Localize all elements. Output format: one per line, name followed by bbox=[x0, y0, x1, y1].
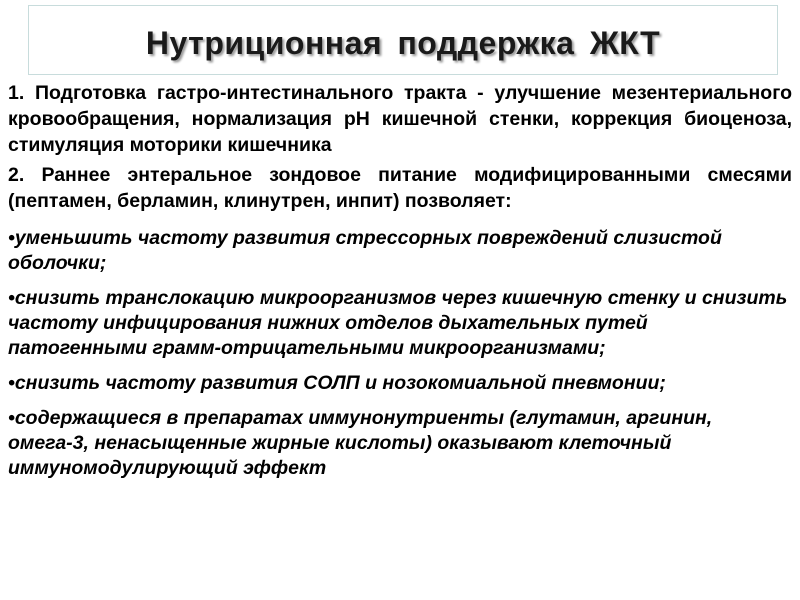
title-box bbox=[28, 5, 778, 75]
bullet-item: •содержащиеся в препаратах иммунонутриенты (глутамин, аргинин, омега-3, ненасыщенные жирные кислоты) оказывают клеточный иммуномодулирующий эффект bbox=[8, 407, 713, 479]
bullet-item: •снизить транслокацию микроорганизмов через кишечную стенку и снизить частоту инфицирования нижних отделов дыхательных путей патогенными грамм-отрицательными микроорганизмами; bbox=[8, 287, 788, 359]
paragraph-1: 1. Подготовка гастро-интестинального тракта - улучшение мезентериального кровообращения, нормализация рН кишечной стенки, коррекция биоценоза, стимуляция моторики кишечника bbox=[8, 82, 792, 156]
slide-content bbox=[8, 80, 792, 481]
paragraph-2: 2. Раннее энтеральное зондовое питание модифицированными смесями (пептамен, берламин, клинутрен, инпит) позволяет: bbox=[8, 164, 792, 212]
bullet-item: •уменьшить частоту развития стрессорных повреждений слизистой оболочки; bbox=[8, 227, 722, 274]
slide-title: Нутриционная поддержка ЖКТ bbox=[145, 24, 661, 61]
bullet-item: •снизить частоту развития СОЛП и нозокомиальной пневмонии; bbox=[8, 372, 666, 394]
